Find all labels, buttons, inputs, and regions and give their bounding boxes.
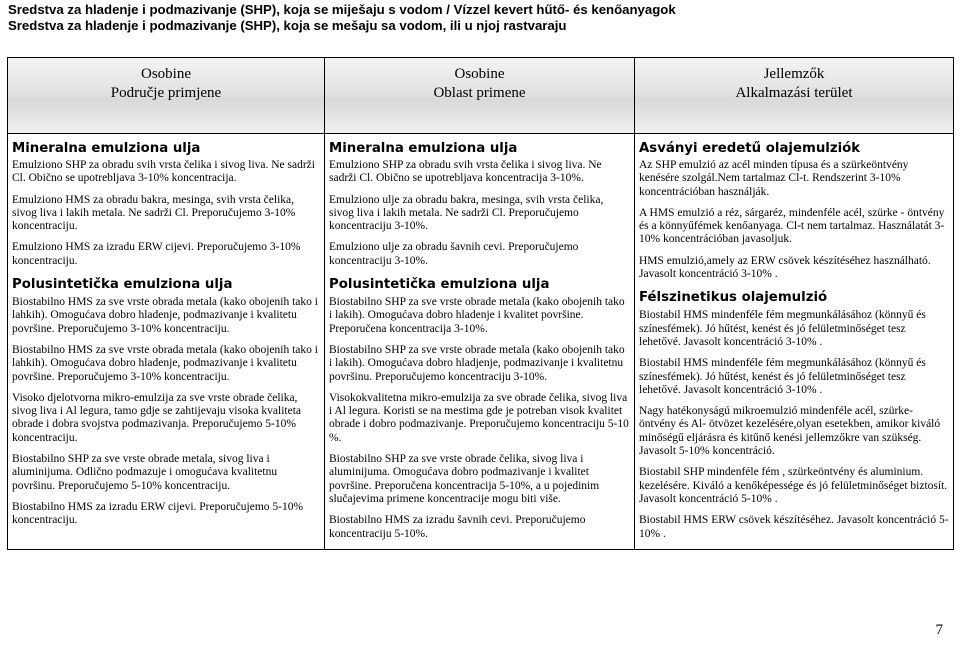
product-description: HMS emulzió,amely az ERW csövek készítéséhez használható. Javasolt koncentráció 3-10% . [639, 254, 931, 281]
product-description: Biostabilno SHP za sve vrste obrade čelika, sivog liva i aluminijuma. Omogućava dobro podmazivanje i kvalitet površine. Preporučena koncentracija 5-10%, a u pojedinim slučajevima primene koncentracije mogu biti više. [329, 453, 600, 505]
section-title-semisynthetic: Félszinetikus olajemulzió [639, 290, 828, 306]
product-description: Biostabilno SHP za sve vrste obrade metala (kako obojenih tako i lakih). Omogućava dobro hladenje i kvalitet površine. Preporučena koncentracija 3-10%. [329, 296, 625, 335]
column-serbian [325, 134, 635, 550]
header-line1: Osobine [141, 66, 191, 82]
header-line2: Alkalmazási terület [735, 85, 853, 101]
product-description: Nagy hatékonyságú mikroemulzió mindenféle acél, szürke- öntvény és Al- ötvözet kezelésére,olyan esetekben, amikor kiváló minőségű eljárásra és kitűnő kenési jellemzőkre van szükség. Javasolt 5-10% koncentráció. [639, 405, 941, 458]
product-description: Biostabilno SHP za sve vrste obrade metala, sivog liva i aluminijuma. Odlično podmazuje i omogućava kvalitetnu površinu. Preporučujemo 5-10% koncentraciju. [12, 453, 278, 492]
section-title-semisynthetic: Polusintetička emulziona ulja [12, 277, 233, 293]
product-description: Emulziono ulje za obradu šavnih cevi. Preporučujemo koncentraciju 3-10%. [329, 241, 579, 267]
section-title-mineral: Mineralna emulziona ulja [12, 141, 201, 156]
product-description: Biostabilno SHP za sve vrste obrade metala (kako obojenih tako i lakih). Omogućava dobro hladjenje, podmazivanje i kvalitetnu površinu. Preporučujemo koncentraciju 3-10%. [329, 343, 625, 383]
product-description: Visoko djelotvorna mikro-emulzija za sve vrste obrade čelika, sivog liva i Al legura, tamo gdje se zahtijevaju visoka kvaliteta obrade i dobra svojstva podmazivanja. Preporučujemo 5-10% koncentraciju. [12, 391, 302, 444]
product-description: Emulziono ulje za obradu bakra, mesinga, svih vrsta čelika, sivog liva i lakih metala. Ne sadrži Cl. Preporučujemo koncentraciju 3-10%. [329, 193, 604, 233]
header-line1: Jellemzők [763, 66, 825, 82]
product-description: Biostabil HMS mindenféle fém megmunkálásához (könnyű és színesfémek). Jó hűtést, kenést és jó felületminőséget tesz lehetővé. Javasolt koncentráció 3-10% . [639, 309, 926, 348]
header-line2: Oblast primene [433, 85, 526, 101]
product-description: Biostabil HMS mindenféle fém megmunkálásához (könnyű és színesfémek). Jó hűtést, kenést és jó felületminőséget tesz lehetővé. Javasolt koncentráció 3-10% . [639, 357, 926, 396]
coolant-table [7, 57, 954, 550]
product-description: Biostabilno HMS za sve vrste obrada metala (kako obojenih tako i lahkih). Omogućava dobro hladenje, podmazivanje i kvalitetu površine. Preporučujemo 3-10% koncentraciju. [12, 296, 318, 335]
product-description: Biostabilno HMS za izradu šavnih cevi. Preporučujemo koncentraciju 5-10%. [329, 514, 586, 540]
product-description: Biostabil SHP mindenféle fém , szürkeöntvény és aluminium. kezelésére. Kiváló a kenőképessége és jó felületminőséget biztosít. Javasolt koncentráció 5-10% . [639, 466, 948, 505]
section-title-mineral: Asványi eredetű olajemulziók [639, 141, 861, 156]
product-description: Emulziono SHP za obradu svih vrsta čelika i sivog liva. Ne sadrži Cl. Obično se upotrebljava 3-10% koncentracija. [12, 159, 315, 185]
section-title-mineral: Mineralna emulziona ulja [329, 141, 518, 156]
page-number: 7 [935, 622, 943, 638]
header-cell-bosnian [8, 58, 325, 134]
section-title-semisynthetic: Polusintetička emulziona ulja [329, 277, 550, 293]
product-description: Emulziono HMS za obradu bakra, mesinga, svih vrsta čelika, sivog liva i lakih metala. Ne sadrži Cl. Preporučujemo 3-10% koncentraciju. [12, 193, 296, 233]
product-description: Emulziono SHP za obradu svih vrsta čelika i sivog liva. Ne sadrži Cl. Obično se upotrebljava koncentracija 3-10%. [329, 159, 602, 185]
product-description: Emulziono HMS za izradu ERW cijevi. Preporučujemo 3-10% koncentraciju. [12, 241, 301, 267]
column-hungarian [635, 134, 954, 550]
header-row [8, 58, 954, 134]
header-line1: Osobine [454, 66, 505, 82]
product-description: Biostabil HMS ERW csövek készítéséhez. Javasolt koncentráció 5-10% . [639, 514, 949, 540]
header-cell-serbian [325, 58, 635, 134]
product-description: Visokokvalitetna mikro-emulzija za sve obrade čelika, sivog liva i Al legura. Koristi se na mestima gde je potreban visok kvalitet obrade i dobro podmazivanje. Preporučujemo koncentraciju 5-10 %. [329, 391, 629, 444]
product-description: A HMS emulzió a réz, sárgaréz, mindenféle acél, szürke - öntvény és a könnyűfémek kenőanyaga. Cl-t nem tartalmaz. Használatát 3-10% koncentrációban javasoljuk. [639, 206, 945, 246]
product-description: Az SHP emulzió az acél minden típusa és a szürkeöntvény kenésére szolgál.Nem tartalmaz Cl-t. Rendszerint 3-10% koncentrációban használják. [639, 159, 909, 198]
header-cell-hungarian [635, 58, 954, 134]
product-description: Biostabilno HMS za sve vrste obrada metala (kako obojenih tako i lahkih). Omogućava dobro hladenje, podmazivanje i kvalitetu površine. Preporučujemo 3-10% koncentraciju. [12, 343, 318, 383]
header-line2: Područje primjene [110, 85, 222, 101]
column-bosnian [8, 134, 325, 550]
content-row [8, 134, 954, 550]
document-title-line2: Sredstva za hladenje i podmazivanje (SHP), koja se mešaju sa vodom, ili u njoj rastvaraju [8, 18, 567, 33]
product-description: Biostabilno HMS za izradu ERW cijevi. Preporučujemo 5-10% koncentraciju. [12, 500, 304, 527]
document-title-line1: Sredstva za hladenje i podmazivanje (SHP), koja se miješaju s vodom / Vízzel kevert hűtő- és kenőanyagok [8, 2, 676, 17]
